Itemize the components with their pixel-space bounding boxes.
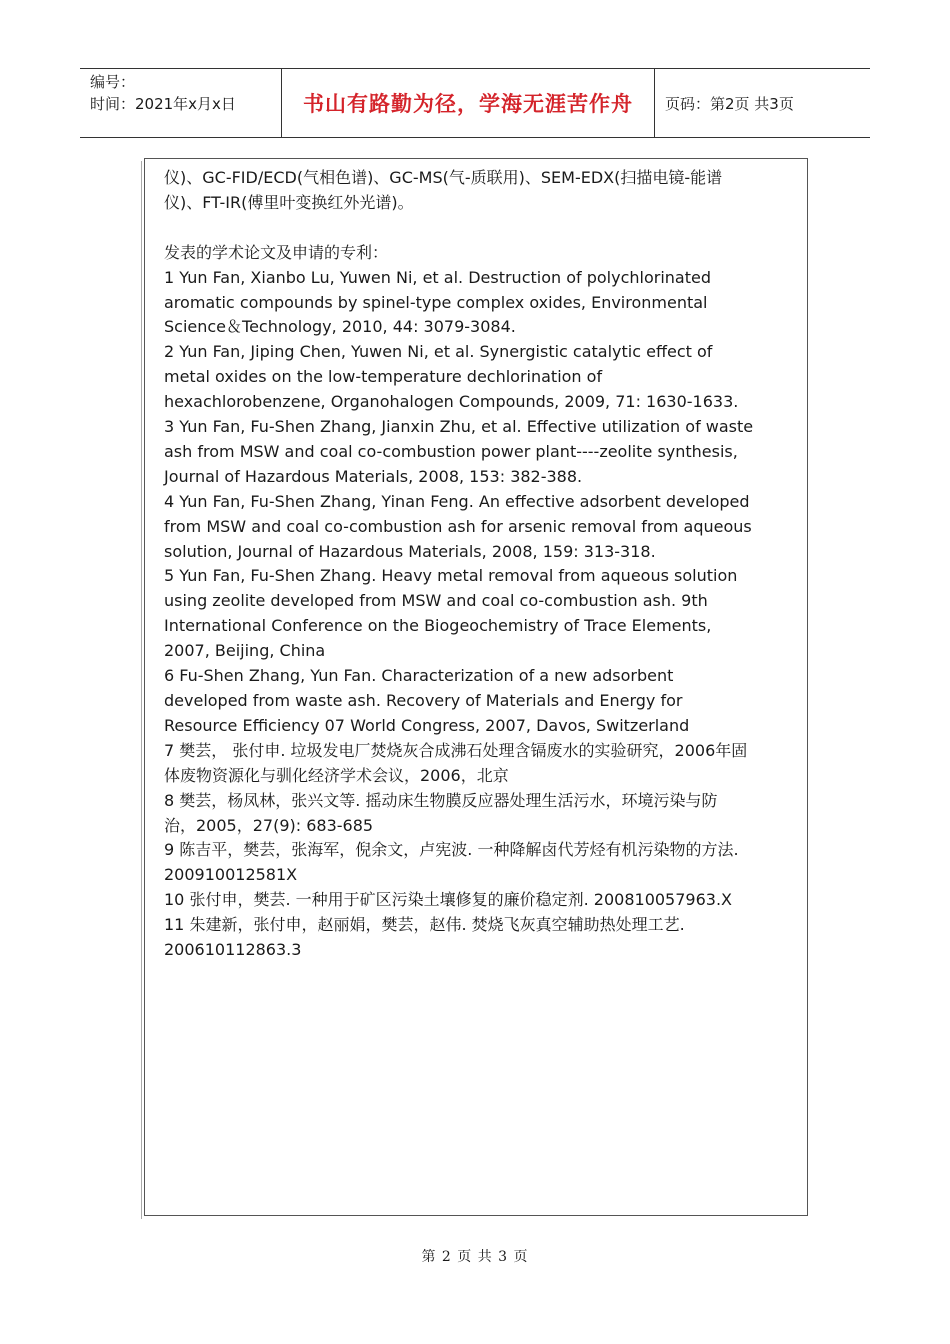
publication-line: ash from MSW and coal co-combustion power plant----zeolite synthesis, xyxy=(164,441,738,461)
header-motto-cell xyxy=(282,69,655,137)
publication-line: 5 Yun Fan, Fu-Shen Zhang. Heavy metal removal from aqueous solution xyxy=(164,566,738,586)
publication-line: International Conference on the Biogeochemistry of Trace Elements, xyxy=(164,616,712,636)
document-number-label: 编号： xyxy=(90,73,136,91)
content-box xyxy=(144,158,808,1216)
intro-line: 仪)、GC-FID/ECD(气相色谱)、GC-MS(气-质联用)、SEM-EDX(扫描电镜-能谱 xyxy=(164,168,723,187)
publication-line: 200610112863.3 xyxy=(164,940,302,960)
publication-line: Resource Efficiency 07 World Congress, 2007, Davos, Switzerland xyxy=(164,715,690,735)
publication-line: 10 张付申，樊芸. 一种用于矿区污染土壤修复的廉价稳定剂. 200810057963.X xyxy=(164,890,732,910)
publication-line: 6 Fu-Shen Zhang, Yun Fan. Characterization of a new adsorbent xyxy=(164,666,674,686)
publication-line: hexachlorobenzene, Organohalogen Compounds, 2009, 71: 1630-1633. xyxy=(164,392,739,412)
header-meta xyxy=(80,69,282,137)
publication-line: from MSW and coal co-combustion ash for arsenic removal from aqueous xyxy=(164,516,752,536)
publication-line: Science＆Technology, 2010, 44: 3079-3084. xyxy=(164,317,516,337)
header-page-label: 页码：第2页 共3页 xyxy=(665,94,794,113)
publication-line: 治，2005，27(9): 683-685 xyxy=(164,815,374,835)
publication-line: using zeolite developed from MSW and coal co-combustion ash. 9th xyxy=(164,591,708,611)
publication-line: solution, Journal of Hazardous Materials, 2008, 159: 313-318. xyxy=(164,541,656,561)
publication-line: 4 Yun Fan, Fu-Shen Zhang, Yinan Feng. An effective adsorbent developed xyxy=(164,491,750,511)
publication-line: 体废物资源化与驯化经济学术会议，2006，北京 xyxy=(164,765,509,785)
page-footer: 第 2 页 共 3 页 xyxy=(421,1249,529,1265)
document-time-label: 时间：2021年x月x日 xyxy=(90,95,236,113)
publication-line: aromatic compounds by spinel-type complex oxides, Environmental xyxy=(164,292,708,312)
publication-line: 3 Yun Fan, Fu-Shen Zhang, Jianxin Zhu, et al. Effective utilization of waste xyxy=(164,417,754,437)
publication-line: 9 陈吉平，樊芸，张海军，倪余文，卢宪波. 一种降解卤代芳烃有机污染物的方法. xyxy=(164,840,739,860)
publication-line: 2007, Beijing, China xyxy=(164,641,326,661)
publication-line: 8 樊芸，杨凤林，张兴文等. 摇动床生物膜反应器处理生活污水，环境污染与防 xyxy=(164,790,718,810)
publication-line: 7 樊芸， 张付申. 垃圾发电厂焚烧灰合成沸石处理含镉废水的实验研究，2006年固 xyxy=(164,740,748,760)
publication-list xyxy=(164,266,790,963)
header-motto: 书山有路勤为径，学海无涯苦作舟 xyxy=(303,92,633,116)
paragraph-gap xyxy=(164,216,790,241)
publication-line: Journal of Hazardous Materials, 2008, 153: 382-388. xyxy=(164,466,583,486)
content-body xyxy=(164,166,790,963)
publication-line: 2 Yun Fan, Jiping Chen, Yuwen Ni, et al. Synergistic catalytic effect of xyxy=(164,342,713,362)
document-header xyxy=(80,68,870,138)
publication-line: metal oxides on the low-temperature dechlorination of xyxy=(164,367,603,387)
section-title: 发表的学术论文及申请的专利： xyxy=(164,242,389,262)
publication-line: developed from waste ash. Recovery of Materials and Energy for xyxy=(164,691,683,711)
intro-line: 仪)、FT-IR(傅里叶变换红外光谱)。 xyxy=(164,192,414,212)
publication-line: 200910012581X xyxy=(164,865,298,885)
publication-line: 1 Yun Fan, Xianbo Lu, Yuwen Ni, et al. Destruction of polychlorinated xyxy=(164,267,711,287)
publication-line: 11 朱建新，张付申，赵丽娟，樊芸，赵伟. 焚烧飞灰真空辅助热处理工艺. xyxy=(164,915,685,935)
